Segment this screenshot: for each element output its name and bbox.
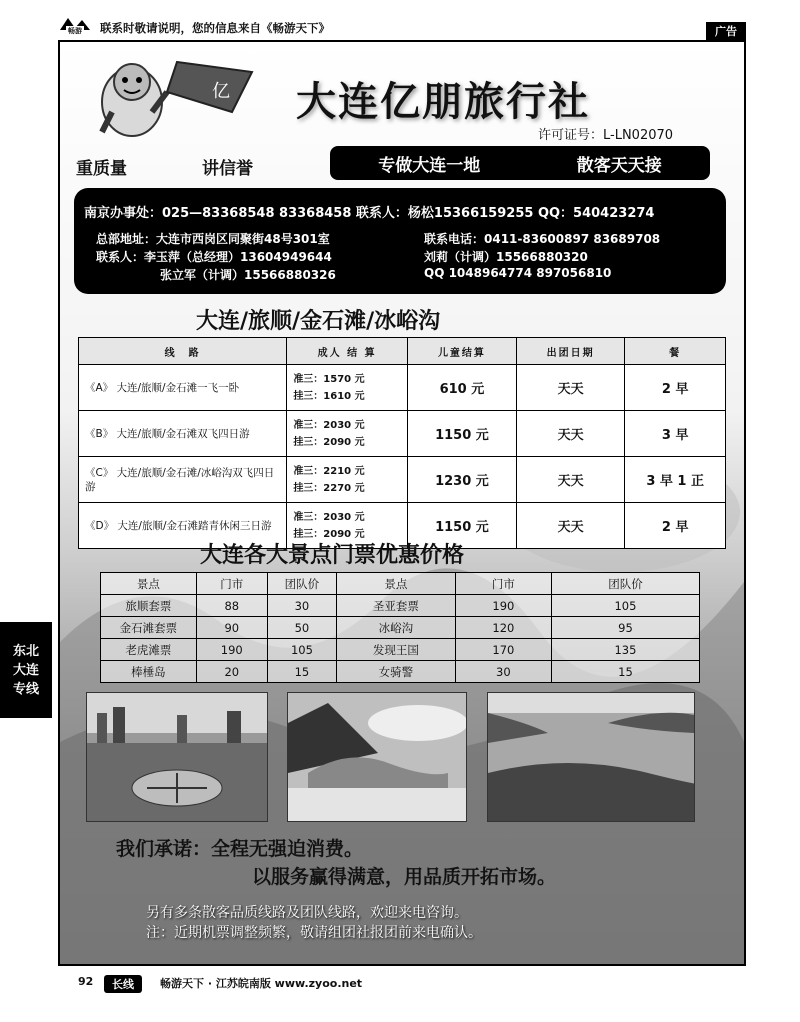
- ticket-cell: 15: [267, 661, 336, 683]
- ticket-cell: 冰峪沟: [337, 617, 456, 639]
- pill-left-text: 专做大连一地: [378, 155, 481, 176]
- child-price: 1230 元: [407, 457, 516, 503]
- side-tab: [0, 622, 52, 718]
- table-header-row: [101, 573, 700, 595]
- hq-address: 总部地址：大连市西岗区同聚街48号301室: [96, 232, 330, 246]
- listed-price: 挂三：1610 元: [293, 390, 365, 402]
- adult-price: [287, 457, 408, 503]
- hq-phone: 联系电话：0411-83600897 83689708: [424, 232, 661, 246]
- departure-date: 天天: [516, 365, 624, 411]
- header-cell: 儿童结算: [407, 338, 516, 365]
- standard-price: 准三：2210 元: [293, 465, 365, 477]
- routes-table: [78, 337, 726, 549]
- departure-date: 天天: [516, 457, 624, 503]
- table-header-row: [79, 338, 726, 365]
- magazine-logo: [58, 16, 92, 36]
- side-tab-line: 东北: [12, 643, 39, 659]
- ticket-cell: 发现王国: [337, 639, 456, 661]
- contact-person-1: 联系人：李玉萍（总经理）13604949644: [96, 250, 332, 264]
- ticket-cell: 88: [196, 595, 267, 617]
- ad-tag: 广告: [706, 22, 746, 40]
- magazine-logo-text: 畅游: [68, 27, 82, 35]
- agency-title: 大连亿朋旅行社: [296, 79, 590, 125]
- ticket-cell: 旅顺套票: [101, 595, 197, 617]
- license-number: 许可证号：L-LN02070: [538, 128, 674, 143]
- adult-price: [287, 411, 408, 457]
- table-row: [101, 617, 700, 639]
- ticket-cell: 20: [196, 661, 267, 683]
- header-cell: 出团日期: [516, 338, 624, 365]
- departure-date: 天天: [516, 503, 624, 549]
- slogan-left: 重质量: [76, 159, 127, 179]
- side-tab-line: 大连: [12, 662, 39, 678]
- header-cell: 团队价: [551, 573, 699, 595]
- route-name: 《D》 大连/旅顺/金石滩踏青休闲三日游: [79, 503, 287, 549]
- listed-price: 挂三：2090 元: [293, 436, 365, 448]
- listed-price: 挂三：2270 元: [293, 482, 365, 494]
- standard-price: 准三：2030 元: [293, 419, 365, 431]
- flag-text: 亿: [212, 81, 230, 102]
- route-name: 《A》 大连/旅顺/金石滩一飞一卧: [79, 365, 287, 411]
- contact-person-2: 刘莉（计调）15566880320: [424, 250, 588, 264]
- standard-price: 准三：2030 元: [293, 511, 365, 523]
- header-cell: 餐: [625, 338, 726, 365]
- ticket-cell: 女骑警: [337, 661, 456, 683]
- note-line-2: 注：近期机票调整频繁，敬请组团社报团前来电确认。: [146, 925, 482, 941]
- source-notice: 联系时敬请说明，您的信息来自《畅游天下》: [100, 21, 330, 35]
- tiger-mascot-icon: [72, 52, 272, 152]
- route-name: 《B》 大连/旅顺/金石滩双飞四日游: [79, 411, 287, 457]
- meals: 2 早: [625, 503, 726, 549]
- ticket-cell: 棒棰岛: [101, 661, 197, 683]
- ticket-cell: 95: [551, 617, 699, 639]
- publication-name: 畅游天下 · 江苏皖南版 www.zyoo.net: [160, 977, 363, 990]
- page-number: 92: [78, 975, 94, 988]
- section-label: 长线: [104, 975, 142, 993]
- city-photo: [86, 692, 268, 822]
- header-cell: 景点: [101, 573, 197, 595]
- pill-right-text: 散客天天接: [576, 155, 662, 176]
- qq-numbers: QQ 1048964774 897056810: [424, 266, 612, 280]
- promise-line-2: 以服务赢得满意，用品质开拓市场。: [252, 866, 557, 888]
- meals: 3 早 1 正: [625, 457, 726, 503]
- departure-date: 天天: [516, 411, 624, 457]
- ticket-cell: 30: [455, 661, 551, 683]
- header-cell: 门市: [196, 573, 267, 595]
- ticket-cell: 190: [196, 639, 267, 661]
- contact-box: [74, 188, 726, 294]
- table-row: [101, 595, 700, 617]
- ticket-cell: 金石滩套票: [101, 617, 197, 639]
- slogan-right: 讲信誉: [202, 159, 253, 179]
- header-cell: 团队价: [267, 573, 336, 595]
- side-tab-line: 专线: [12, 681, 39, 697]
- table-row: [79, 365, 726, 411]
- bay-photo: [487, 692, 695, 822]
- tickets-title: 大连各大景点门票优惠价格: [200, 543, 465, 568]
- ticket-cell: 30: [267, 595, 336, 617]
- meals: 2 早: [625, 365, 726, 411]
- child-price: 610 元: [407, 365, 516, 411]
- route-name: 《C》 大连/旅顺/金石滩/冰峪沟双飞四日游: [79, 457, 287, 503]
- nanjing-office: 南京办事处：025—83368548 83368458 联系人：杨松15366159255 QQ：540423274: [84, 206, 655, 221]
- ticket-cell: 105: [551, 595, 699, 617]
- ticket-cell: 15: [551, 661, 699, 683]
- ticket-cell: 170: [455, 639, 551, 661]
- routes-title: 大连/旅顺/金石滩/冰峪沟: [196, 309, 441, 334]
- table-row: [79, 457, 726, 503]
- ticket-cell: 老虎滩票: [101, 639, 197, 661]
- header-cell: 景点: [337, 573, 456, 595]
- service-pill: [330, 146, 710, 180]
- standard-price: 准三：1570 元: [293, 373, 365, 385]
- child-price: 1150 元: [407, 411, 516, 457]
- ticket-cell: 190: [455, 595, 551, 617]
- listed-price: 挂三：2090 元: [293, 528, 365, 540]
- contact-person-3: 张立军（计调）15566880326: [160, 268, 336, 282]
- meals: 3 早: [625, 411, 726, 457]
- ticket-cell: 135: [551, 639, 699, 661]
- tickets-table: [100, 572, 700, 683]
- promise-line-1: 我们承诺：全程无强迫消费。: [116, 838, 364, 860]
- ticket-cell: 90: [196, 617, 267, 639]
- table-row: [101, 639, 700, 661]
- header-cell: 线 路: [79, 338, 287, 365]
- ticket-cell: 120: [455, 617, 551, 639]
- table-row: [79, 411, 726, 457]
- ticket-cell: 105: [267, 639, 336, 661]
- adult-price: [287, 365, 408, 411]
- child-price: 1150 元: [407, 503, 516, 549]
- ticket-cell: 圣亚套票: [337, 595, 456, 617]
- header-cell: 门市: [455, 573, 551, 595]
- coast-rock-photo: [287, 692, 467, 822]
- table-row: [101, 661, 700, 683]
- note-line-1: 另有多条散客品质线路及团队线路，欢迎来电咨询。: [146, 905, 468, 921]
- header-cell: 成人 结 算: [287, 338, 408, 365]
- ticket-cell: 50: [267, 617, 336, 639]
